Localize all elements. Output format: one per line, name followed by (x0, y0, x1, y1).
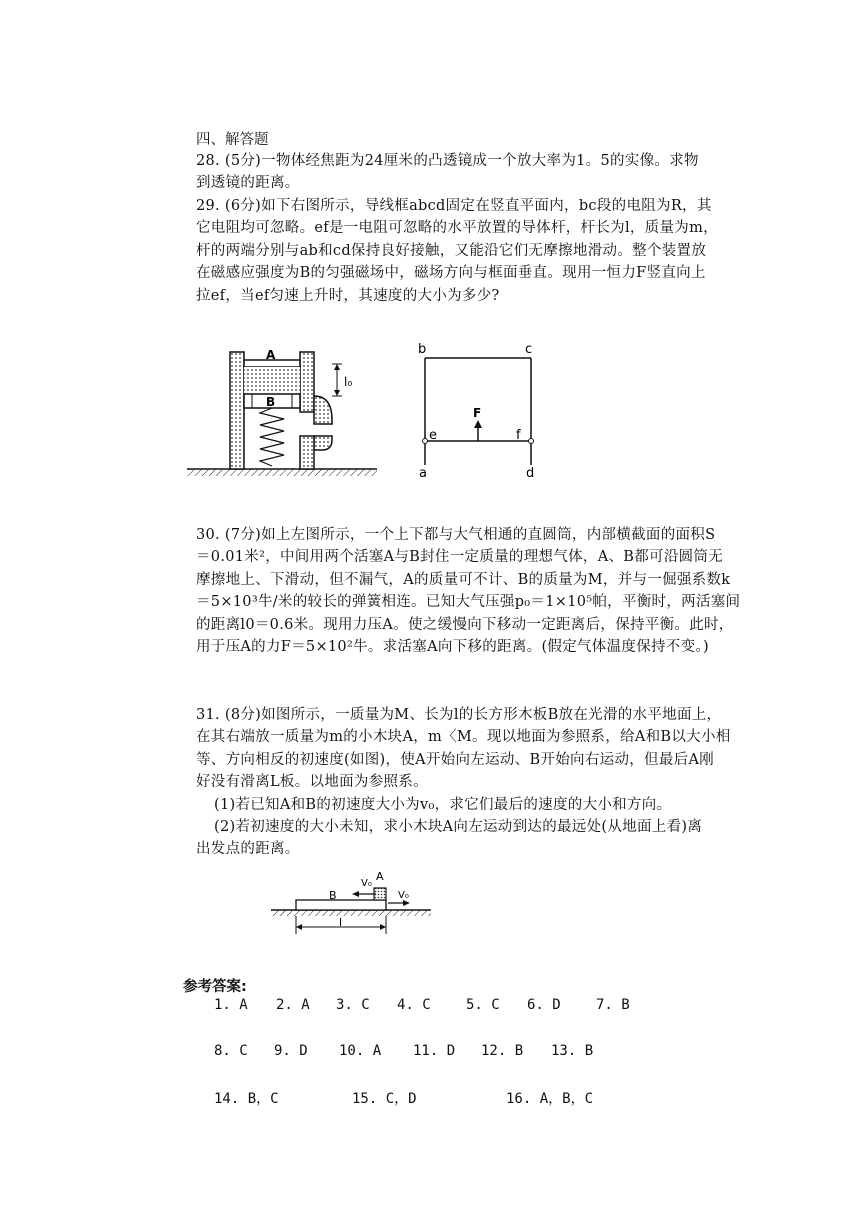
cylinder-piston-figure (182, 340, 382, 480)
q30-line: 用于压A的力F＝5×10²牛。求活塞A向下移的距离。(假定气体温度保持不变。) (196, 639, 709, 656)
q29-line: 它电阻均可忽略。ef是一电阻可忽略的水平放置的导体杆，杆长为l，质量为m， (196, 220, 718, 237)
answer-item: 6. D (527, 997, 561, 1013)
answer-item: 1. A (214, 997, 248, 1013)
q29-line: 拉ef，当ef匀速上升时，其速度的大小为多少? (196, 287, 500, 304)
question-29 (196, 195, 741, 307)
answer-item: 15. C，D (352, 1091, 417, 1107)
answer-item: 3. C (336, 997, 370, 1013)
label-force: F (473, 406, 482, 420)
q31-part-1: (1)若已知A和B的初速度大小为v₀，求它们最后的速度的大小和方向。 (214, 796, 672, 813)
answer-item: 14. B，C (214, 1091, 279, 1107)
q30-line: ＝5×10³牛/米的较长的弹簧相连。已知大气压强p₀＝1×10⁵帕，平衡时，两活塞间 (196, 594, 741, 611)
question-31 (196, 704, 741, 861)
answer-item: 16. A，B，C (506, 1091, 594, 1107)
answer-item: 12. B (481, 1043, 524, 1059)
label-b: b (418, 342, 427, 357)
q31-line: 31. (8分)如图所示，一质量为M、长为l的长方形木板B放在光滑的水平地面上， (196, 707, 722, 723)
q29-line: 杆的两端分别与ab和cd保持良好接触，又能沿它们无摩擦地滑动。整个装置放 (196, 242, 707, 259)
q30-line: 的距离l0＝0.6米。现用力压A。使之缓慢向下移动一定距离后，保持平衡。此时， (196, 616, 734, 633)
label-e: e (429, 428, 437, 443)
answers-title: 参考答案: (183, 979, 247, 995)
board-block-figure (266, 866, 438, 938)
q31-line: 好没有滑离L板。以地面为参照系。 (196, 774, 428, 791)
q30-line: ＝0.01米²，中间用两个活塞A与B封住一定质量的理想气体，A、B都可沿圆筒无 (196, 549, 724, 566)
section-heading: 四、解答题 (196, 132, 269, 148)
answer-item: 10. A (339, 1043, 382, 1059)
answer-item: 9. D (274, 1043, 308, 1059)
label-a: A (266, 348, 276, 362)
label-f: f (516, 428, 521, 443)
label-b: B (266, 395, 276, 409)
q31-part-2: (2)若初速度的大小未知，求小木块A向左运动到达的最远处(从地面上看)离 (214, 819, 703, 836)
answer-item: 2. A (276, 997, 310, 1013)
label-v0-right: V₀ (398, 890, 409, 901)
q31-line: 等、方向相反的初速度(如图)，使A开始向左运动、B开始向右运动，但最后A刚 (196, 751, 715, 768)
question-28 (196, 150, 741, 195)
label-a: A (376, 870, 384, 883)
q31-part-2-cont: 出发点的距离。 (196, 841, 300, 858)
q30-line: 30. (7分)如上左图所示，一个上下都与大气相通的直圆筒，内部横截面的面积S (196, 527, 716, 543)
label-c: c (525, 342, 533, 357)
answer-item: 11. D (413, 1043, 456, 1059)
answer-item: 8. C (214, 1043, 248, 1059)
answer-item: 7. B (596, 997, 630, 1013)
q30-line: 摩擦地上、下滑动，但不漏气，A的质量可不计、B的质量为M，并与一倔强系数k (196, 571, 731, 588)
label-length: l (339, 916, 343, 929)
label-v0-left: V₀ (361, 878, 372, 889)
label-d: d (526, 466, 535, 480)
wire-frame-figure (410, 340, 550, 480)
q31-line: 在其右端放一质量为m的小木块A，m〈M。现以地面为参照系，给A和B以大小相 (196, 729, 731, 746)
q28-line: 到透镜的距离。 (196, 175, 300, 192)
q29-line: 在磁感应强度为B的匀强磁场中，磁场方向与框面垂直。现用一恒力F竖直向上 (196, 265, 706, 282)
q28-line: 28. (5分)一物体经焦距为24厘米的凸透镜成一个放大率为1。5的实像。求物 (196, 153, 699, 169)
label-b: B (329, 889, 337, 902)
question-30 (196, 524, 741, 658)
answer-item: 4. C (397, 997, 431, 1013)
label-a: a (419, 466, 427, 480)
answer-item: 13. B (551, 1043, 594, 1059)
label-l0: l₀ (344, 375, 353, 389)
answer-item: 5. C (466, 997, 500, 1013)
q29-line: 29. (6分)如下右图所示，导线框abcd固定在竖直平面内，bc段的电阻为R，其 (196, 198, 712, 214)
